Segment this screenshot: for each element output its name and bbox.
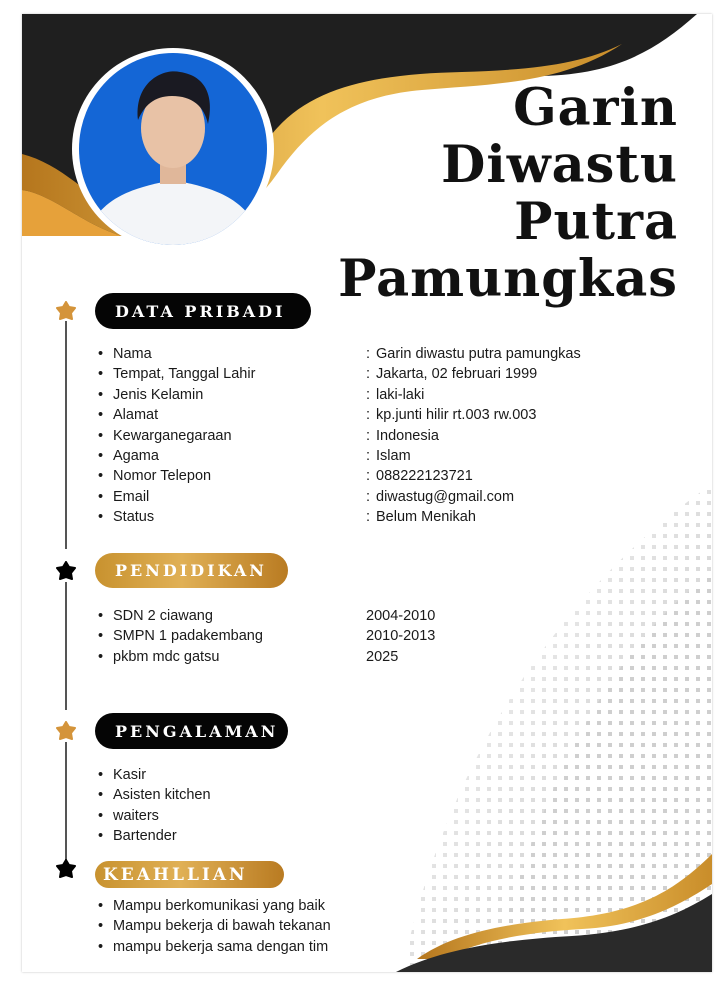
field-value: 088222123721 [376, 468, 473, 485]
field-label: Email [113, 488, 150, 505]
profile-photo [72, 48, 274, 250]
field-value: Jakarta, 02 februari 1999 [376, 366, 538, 383]
flower-icon [56, 561, 76, 581]
skill-item: mampu bekerja sama dengan tim [113, 938, 329, 955]
section-title-data-pribadi: DATA PRIBADI [95, 293, 311, 329]
timeline-line [65, 582, 67, 710]
name-line: Pamungkas [338, 249, 678, 309]
field-label: Kewarganegaraan [113, 427, 232, 444]
field-label: Nama [113, 346, 152, 362]
flower-icon [56, 859, 76, 879]
field-label: Status [113, 509, 155, 526]
section-title-pengalaman: PENGALAMAN [95, 713, 288, 749]
field-value: Garin diwastu putra pamungkas [376, 346, 581, 362]
field-value: diwastug@gmail.com [376, 488, 515, 505]
experience-item: waiters [113, 807, 159, 824]
field-value: kp.junti hilir rt.003 rw.003 [376, 407, 537, 424]
field-label: Jenis Kelamin [113, 386, 204, 403]
field-label: Alamat [113, 407, 159, 424]
cv-page: Garin Diwastu Putra Pamungkas DATA PRIBADI • Nama : Garin diwastu putra pamungkas • Tempat, Tanggal Lahir : Jakarta, 02 februari 1999 • Jenis Kelamin : laki-laki • Alamat : kp.junti hilir rt.003 rw.003 • Kewarganegaraan : Indonesia • Agama : Islam • Nomor Telepon : 088222123721 • Email : diwastug@gmail.com • Status : Belum Menikah PENDIDIKAN • SDN 2 ciawang 2004-2010 • SMPN 1 padakembang 2010-2013 • pkbm mdc gatsu 2025 PENGALAMAN • Kasir • Asisten kitchen • waiters • Bartender KEAHLLIAN • Mampu berkomunikasi yang baik • Mampu bekerja di bawah tekanan • mampu bekerja sama dengan tim [22, 14, 712, 972]
full-name [338, 80, 678, 308]
name-line: Garin [513, 78, 678, 138]
school-name: pkbm mdc gatsu [113, 648, 220, 665]
school-years: 2004-2010 [366, 608, 436, 624]
timeline-line [65, 321, 67, 549]
field-value: Belum Menikah [376, 509, 476, 526]
timeline-line [65, 742, 67, 868]
name-line: Putra [514, 192, 678, 252]
section-title-keahlian: KEAHLLIAN [95, 861, 284, 888]
field-value: Indonesia [376, 427, 439, 444]
flower-icon [56, 301, 76, 321]
field-value: laki-laki [376, 386, 425, 403]
skill-item: Mampu bekerja di bawah tekanan [113, 918, 331, 935]
flower-icon [56, 721, 76, 741]
name-line: Diwastu [441, 135, 678, 195]
experience-item: Bartender [113, 828, 177, 845]
skill-item: Mampu berkomunikasi yang baik [113, 898, 325, 914]
school-name: SMPN 1 padakembang [113, 628, 263, 645]
school-years: 2025 [366, 648, 399, 665]
section-title-pendidikan: PENDIDIKAN [95, 553, 288, 588]
experience-item: Asisten kitchen [113, 787, 211, 804]
experience-item: Kasir [113, 767, 147, 783]
field-label: Nomor Telepon [113, 468, 212, 485]
field-label: Agama [113, 447, 159, 464]
field-label: Tempat, Tanggal Lahir [113, 366, 256, 383]
school-years: 2010-2013 [366, 628, 436, 645]
school-name: SDN 2 ciawang [113, 608, 213, 624]
field-value: Islam [376, 447, 411, 464]
